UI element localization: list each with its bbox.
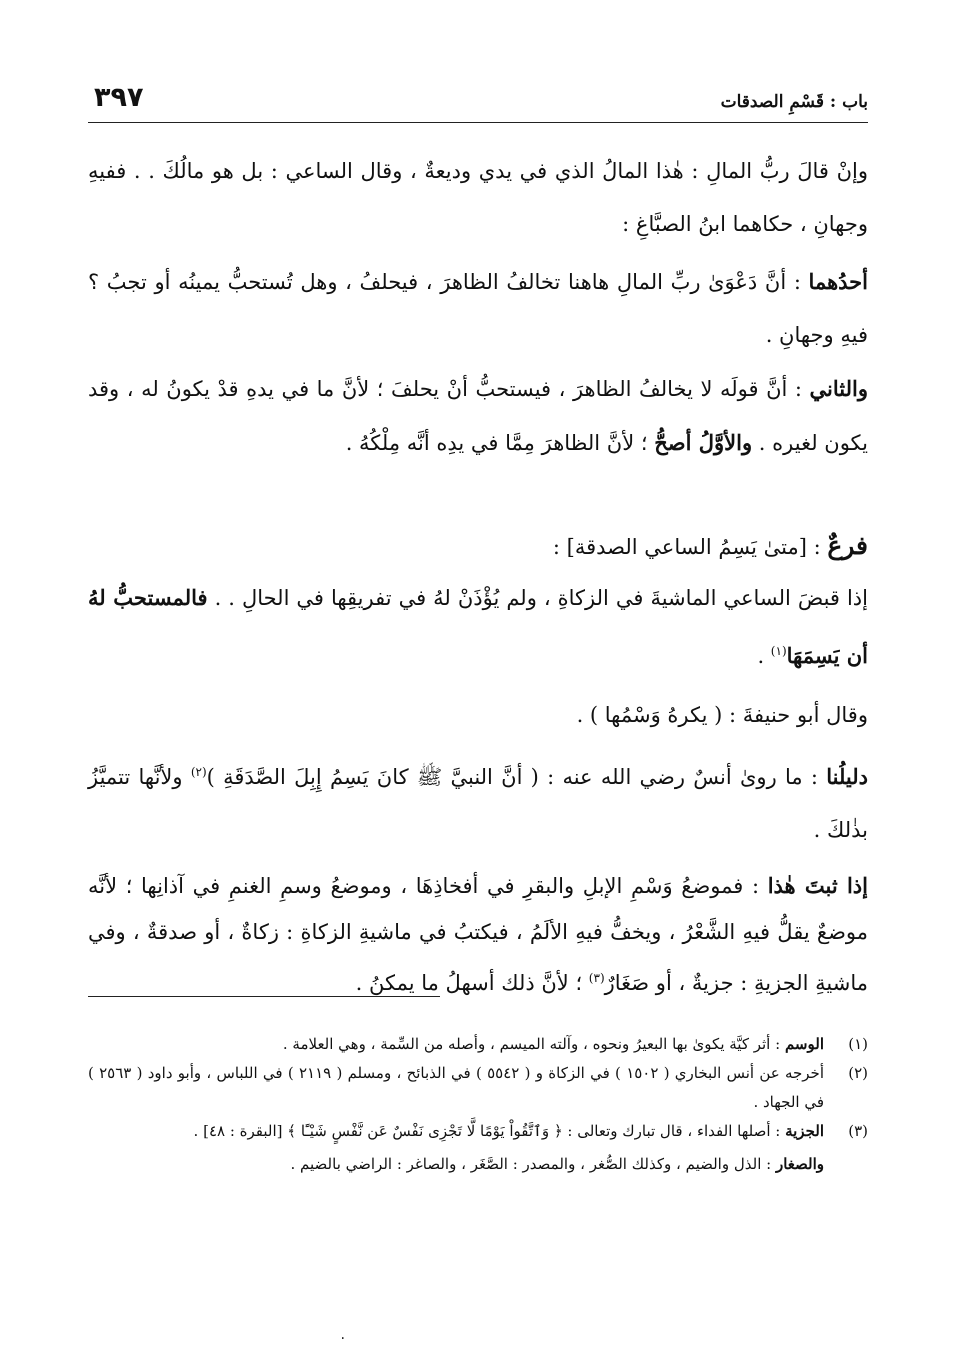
- footnote-text: [88, 1150, 824, 1179]
- paragraph-8: [88, 863, 868, 1006]
- footnote-text: [88, 1117, 824, 1146]
- footnotes: [88, 1030, 868, 1179]
- first-view-label: أحدُهما: [808, 269, 868, 294]
- print-mark: ٠: [339, 1330, 347, 1346]
- paragraph-1: وإنْ قالَ ربُّ المالِ : هٰذا المالُ الذي في يدي وديعةٌ ، وقال الساعي : بل هو مالُكَ . . ففيهِ وجهانِ ، حكاهما ابنُ الصبَّاغِ :: [88, 159, 868, 236]
- footnote-ref-2: (٢): [190, 765, 207, 779]
- book-page: [88, 78, 868, 1173]
- second-view-reason: ؛ لأنَّ الظاهرَ مِمَّا في يدِه أنَّه مِلْكُهُ .: [345, 431, 655, 455]
- footnote-1: [88, 1030, 868, 1059]
- footnote-3: [88, 1117, 868, 1146]
- footnote-2: [88, 1059, 868, 1117]
- paragraph-8-end: ؛ لأنَّ ذلك أسهلُ ما يمكنُ .: [355, 971, 589, 995]
- paragraph-3: [88, 362, 868, 470]
- running-header: [88, 78, 868, 123]
- page-number: ٣٩٧: [94, 82, 144, 113]
- footnote-definition: : أثر كيَّة يكوىٰ بها البعيرُ ونحوه ، وآلته الميسم ، وأصله من السِّمة ، وهي العلامة .: [282, 1035, 785, 1053]
- footnote-ref-1: (١): [770, 644, 787, 658]
- paragraph-5-end: .: [757, 644, 771, 668]
- recommended-ruling: فالمستحبُّ لهُ أن يَسِمَهَا: [88, 585, 868, 668]
- footnote-3-continued: [88, 1150, 868, 1179]
- second-view-label: والثاني: [809, 376, 868, 401]
- paragraph-7: [88, 746, 868, 857]
- footnote-text: أخرجه عن أنس البخاري ( ١٥٠٢ ) في الزكاة و ( ٥٥٤٢ ) في الذبائح ، ومسلم ( ٢١١٩ ) في اللباس ، وأبو داود ( ٢٥٦٣ ) في الجهاد .: [88, 1064, 824, 1111]
- footnote-definition: : أصلها الفداء ، قال تبارك وتعالى : ﴿ وَٱتَّقُواْ يَوْمًا لَّا تَجْزِى نَفْسٌ عَن نَّفْسٍ شَيْـًٔا ﴾ [البقرة : ٤٨] .: [193, 1122, 786, 1140]
- footnote-text: [88, 1030, 824, 1059]
- paragraph-8-text: : فموضعُ وَسْمِ الإبلِ والبقرِ في أفخاذِهَا ، وموضعُ وسمِ الغنمِ في آذانِها ؛ لأنَّه موضعٌ يقلُّ فيهِ الشَّعْرُ ، ويخفُّ فيهِ الألَمُ ، فيكتبُ في ماشيةِ الزكاةِ : زكاةٌ ، أو صدقةٌ ، وفي ماشيةِ الجزيةِ : جزيةٌ ، أو صَغَارٌ: [88, 874, 868, 995]
- footnote-term: والصغار: [775, 1155, 824, 1173]
- branch-title: : [متىٰ يَسِمُ الساعي الصدقة] :: [552, 535, 828, 559]
- branch-label: فرعٌ: [827, 531, 868, 560]
- evidence-label: دليلُنا: [826, 764, 868, 789]
- paragraph-2: [88, 255, 868, 362]
- second-view-text: : أنَّ قولَه لا يخالفُ الظاهرَ ، فيستحبُّ أنْ يحلفَ ؛ لأنَّ ما في يدهِ قدْ يكونُ له ، وقد يكون لغيره .: [88, 377, 868, 455]
- preferred-view: والأوَّلُ أصحُّ: [654, 430, 753, 455]
- footnote-number: (٣): [848, 1122, 868, 1140]
- footnote-number: (٢): [848, 1064, 868, 1082]
- footnote-term: الجزية: [785, 1122, 824, 1140]
- evidence-text: : ما روىٰ أنسٌ رضي الله عنه : ( أنَّ النبيَّ ﷺ كانَ يَسِمُ إِبِلَ الصَّدَقَةِ ): [206, 765, 827, 789]
- evidence-text-end: ولأنَّها تتميَّزُ بذٰلكَ .: [88, 765, 868, 842]
- paragraph-6: وقال أبو حنيفةَ : ( يكرهُ وَسْمُها ) .: [576, 703, 868, 727]
- paragraph-5: [88, 571, 868, 683]
- footnote-term: الوسم: [784, 1035, 824, 1053]
- paragraph-5-text: إذا قبضَ الساعي الماشيةَ في الزكاةِ ، ولم يُؤْذَنْ لهُ في تفريقِها في الحالِ . .: [207, 586, 868, 610]
- first-view-text: : أنَّ دَعْوَىٰ ربِّ المالِ هاهنا تخالفُ الظاهرَ ، فيحلفُ ، وهل تُستحبُّ يمينُه أو تجبُ ؟ فيهِ وجهانِ .: [88, 270, 868, 347]
- branch-heading: [88, 526, 868, 567]
- footnote-number: (١): [848, 1035, 868, 1053]
- footnote-separator: [88, 996, 440, 997]
- established-label: إذا ثبتَ هٰذا: [767, 873, 868, 898]
- footnote-definition: : الذل والضيم ، وكذلك الصُّغر ، والمصدر : الصَّغَر ، والصاغر : الراضي بالضيم .: [290, 1155, 776, 1173]
- chapter-title: باب : قَسْمِ الصدقات: [720, 92, 868, 112]
- footnote-ref-3: (٣): [588, 971, 605, 985]
